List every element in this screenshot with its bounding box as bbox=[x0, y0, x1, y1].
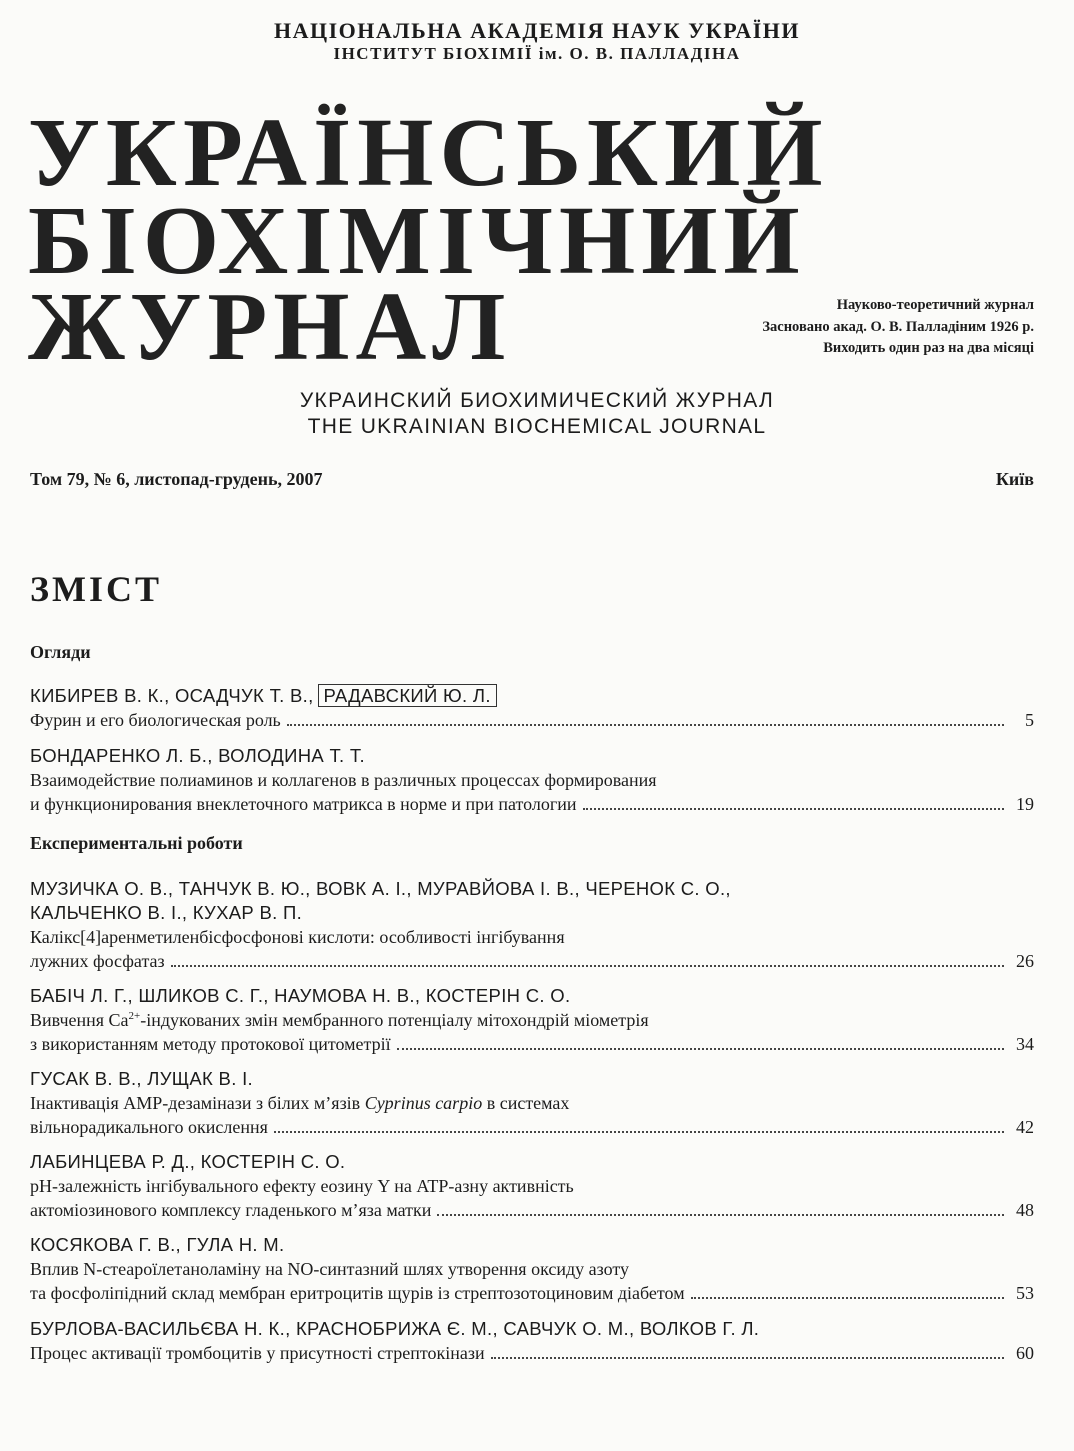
entry-3-title-line-1: Калікс[4]аренметиленбісфосфонові кислоти: особливості інгібування bbox=[30, 927, 565, 947]
entry-2-title-row[interactable] bbox=[30, 792, 1034, 816]
contents-heading: ЗМІСТ bbox=[30, 569, 162, 609]
entry-7-title-line-1: Вплив N-стеароїлетаноламіну на NO-синтазний шлях утворення оксиду азоту bbox=[30, 1259, 630, 1279]
entry-7-page: 53 bbox=[1016, 1283, 1034, 1303]
entry-4-authors: БАБІЧ Л. Г., ШЛИКОВ С. Г., НАУМОВА Н. В., КОСТЕРІН С. О. bbox=[30, 985, 571, 1006]
entry-7-title-row[interactable] bbox=[30, 1281, 1034, 1305]
leader-dots bbox=[691, 1296, 1004, 1299]
entry-1-authors-text: КИБИРЕВ В. К., ОСАДЧУК Т. В., bbox=[30, 685, 314, 706]
leader-dots bbox=[437, 1213, 1004, 1216]
institution-name: НАЦІОНАЛЬНА АКАДЕМІЯ НАУК УКРАЇНИ bbox=[273, 18, 801, 43]
entry-1-authors bbox=[30, 684, 1034, 708]
entry-4-title-line-1 bbox=[30, 1008, 1034, 1032]
entry-7-title-line-2: та фосфоліпідний склад мембран еритроцитів щурів із стрептозотоциновим діабетом bbox=[30, 1283, 685, 1303]
entry-1-authors-boxed: РАДАВСКИЙ Ю. Л. bbox=[318, 684, 497, 707]
leader-dots bbox=[274, 1130, 1004, 1133]
entry-4-title-row[interactable] bbox=[30, 1032, 1034, 1056]
leader-dots bbox=[583, 807, 1005, 810]
entry-4-title-line-2: з використанням методу протокової цитометрії bbox=[30, 1034, 391, 1054]
entry-3-authors-line-1: МУЗИЧКА О. В., ТАНЧУК В. Ю., ВОВК А. І., МУРАВЙОВА І. В., ЧЕРЕНОК С. О., bbox=[30, 878, 731, 899]
entry-4-title-pre: Вивчення Ca bbox=[30, 1010, 129, 1030]
journal-title-ru: УКРАИНСКИЙ БИОХИМИЧЕСКИЙ ЖУРНАЛ bbox=[299, 389, 775, 412]
entry-2-page: 19 bbox=[1016, 794, 1034, 814]
city: Київ bbox=[995, 469, 1034, 489]
entry-8-page: 60 bbox=[1016, 1343, 1034, 1363]
journal-subtitle: Науково-теоретичний журнал bbox=[836, 297, 1034, 313]
entry-3-title-line-2: лужних фосфатаз bbox=[30, 951, 165, 971]
entry-6-title-line-1: pH-залежність інгібувального ефекту еозину Y на ATP-азну активність bbox=[30, 1176, 574, 1196]
entry-5-title-row[interactable] bbox=[30, 1115, 1034, 1139]
section-experimental: Експериментальні роботи bbox=[30, 833, 243, 853]
entry-5-title-line-2: вільнорадикального окислення bbox=[30, 1117, 268, 1137]
journal-title-en: THE UKRAINIAN BIOCHEMICAL JOURNAL bbox=[307, 415, 767, 438]
entry-5-title-line-1 bbox=[30, 1091, 1034, 1115]
entry-8-authors: БУРЛОВА-ВАСИЛЬЄВА Н. К., КРАСНОБРИЖА Є. М., САВЧУК О. М., ВОЛКОВ Г. Л. bbox=[30, 1318, 760, 1339]
journal-founded: Засновано акад. О. В. Палладіним 1926 р. bbox=[762, 319, 1034, 335]
entry-3-authors-line-2: КАЛЬЧЕНКО В. І., КУХАР В. П. bbox=[30, 902, 303, 923]
journal-title-line-1: УКРАЇНСЬКИЙ bbox=[28, 99, 829, 207]
entry-6-page: 48 bbox=[1016, 1200, 1034, 1220]
entry-3-title-row[interactable] bbox=[30, 949, 1034, 973]
volume-info: Том 79, № 6, листопад-грудень, 2007 bbox=[30, 469, 323, 489]
entry-4-title-sup: 2+ bbox=[128, 1010, 141, 1022]
entry-2-authors: БОНДАРЕНКО Л. Б., ВОЛОДИНА Т. Т. bbox=[30, 745, 365, 766]
entry-5-authors: ГУСАК В. В., ЛУЩАК В. І. bbox=[30, 1068, 253, 1089]
institute-name: ІНСТИТУТ БІОХІМІЇ ім. О. В. ПАЛЛАДІНА bbox=[333, 44, 741, 63]
entry-2-title-line-2: и функционирования внеклеточного матрикса в норме и при патологии bbox=[30, 794, 577, 814]
entry-1-title-row[interactable] bbox=[30, 708, 1034, 732]
entry-6-title-row[interactable] bbox=[30, 1198, 1034, 1222]
entry-4-title-post: -індукованих змін мембранного потенціалу мітохондрій міометрія bbox=[140, 1010, 649, 1030]
entry-5-page: 42 bbox=[1016, 1117, 1034, 1137]
journal-title-line-3: ЖУРНАЛ bbox=[28, 273, 512, 381]
entry-1-title: Фурин и его биологическая роль bbox=[30, 710, 281, 730]
entry-5-title-pre: Інактивація AMP-дезамінази з білих м’язів bbox=[30, 1093, 365, 1113]
section-reviews: Огляди bbox=[30, 642, 91, 662]
entry-3-page: 26 bbox=[1016, 951, 1034, 971]
journal-frequency: Виходить один раз на два місяці bbox=[823, 340, 1034, 356]
leader-dots bbox=[171, 964, 1004, 967]
journal-title-line-2: БІОХІМІЧНИЙ bbox=[28, 187, 806, 295]
entry-6-title-line-2: актоміозинового комплексу гладенького м’яза матки bbox=[30, 1200, 432, 1220]
entry-6-authors: ЛАБИНЦЕВА Р. Д., КОСТЕРІН С. О. bbox=[30, 1151, 346, 1172]
entry-8-title-row[interactable] bbox=[30, 1341, 1034, 1365]
entry-1-page: 5 bbox=[1025, 710, 1034, 730]
entry-7-authors: КОСЯКОВА Г. В., ГУЛА Н. М. bbox=[30, 1234, 285, 1255]
leader-dots bbox=[491, 1356, 1004, 1359]
entry-5-title-italic: Cyprinus carpio bbox=[364, 1093, 483, 1113]
entry-8-title: Процес активації тромбоцитів у присутності стрептокінази bbox=[30, 1343, 485, 1363]
entry-4-page: 34 bbox=[1016, 1034, 1034, 1054]
leader-dots bbox=[287, 723, 1004, 726]
entry-5-title-post: в системах bbox=[482, 1093, 570, 1113]
leader-dots bbox=[397, 1047, 1004, 1050]
entry-2-title-line-1: Взаимодействие полиаминов и коллагенов в различных процессах формирования bbox=[30, 770, 657, 790]
